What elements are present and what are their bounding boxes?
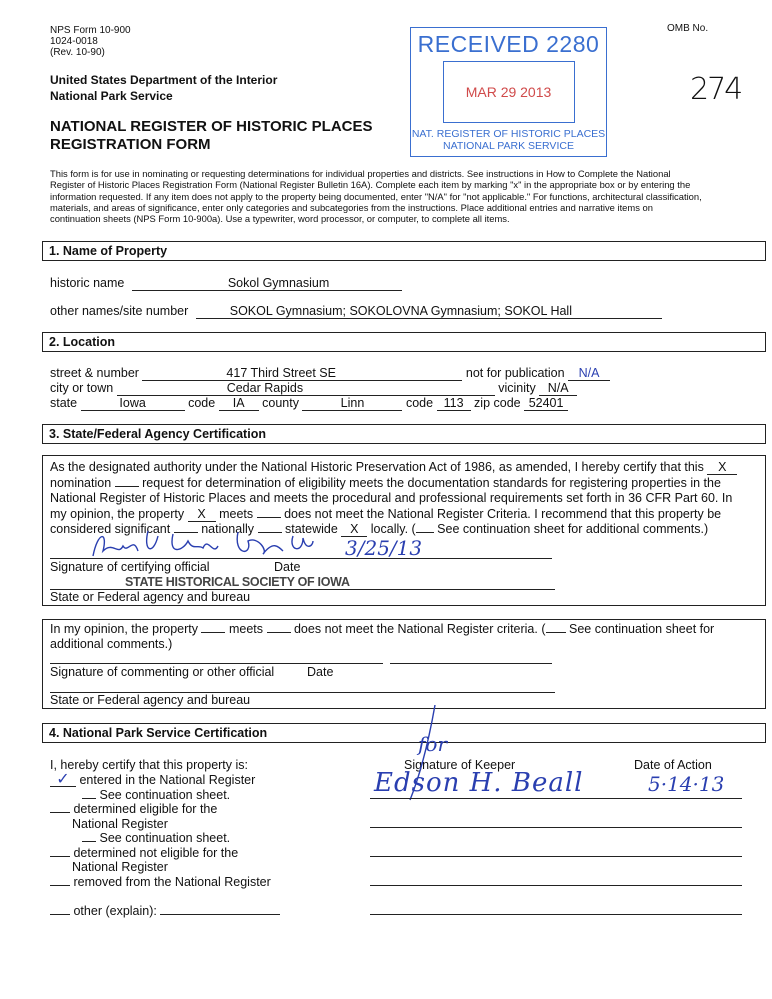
opinion-not-meet-mark[interactable] <box>267 632 291 633</box>
instructions-line: Register of Historic Places Registration Form (National Register Bulletin 16A). Complete each item by marking "x" in the appropriate box or by entering the <box>50 179 691 191</box>
commenting-label: Signature of commenting or other official <box>50 665 275 679</box>
keeper-line <box>370 798 742 799</box>
keeper-signature: Edson H. Beall <box>374 768 584 798</box>
meets-mark[interactable]: X <box>188 508 216 522</box>
keeper-line <box>370 914 742 915</box>
cert-text: nationally <box>201 522 255 537</box>
option-label: entered in the National Register <box>79 773 256 787</box>
other-label: other (explain): <box>73 904 157 918</box>
street-value: 417 Third Street SE <box>226 366 336 380</box>
other-mark[interactable] <box>50 914 70 915</box>
continuation-mark[interactable] <box>82 798 96 799</box>
state-code-label: code <box>188 396 216 410</box>
cert-text: considered significant <box>50 522 171 537</box>
instructions-line: This form is for use in nominating or requesting determinations for individual properties and districts. See instructions in How to Complete the National <box>50 168 671 179</box>
handwritten-page-number: 274 <box>690 72 742 107</box>
keeper-line <box>370 885 742 886</box>
agency-label-2: State or Federal agency and bureau <box>50 693 251 707</box>
locally-mark[interactable]: X <box>341 523 367 537</box>
not-eligible-mark[interactable] <box>50 856 70 857</box>
zip-field[interactable]: 52401 <box>524 397 568 411</box>
cert-text: statewide <box>284 522 338 537</box>
cert-text: locally. ( <box>370 522 416 537</box>
department: United States Department of the Interior <box>50 73 278 87</box>
historic-name-label: historic name <box>50 276 125 290</box>
form-number: NPS Form 10-900 <box>50 25 131 36</box>
cert-text: does not meet the National Register Criteria. I recommend that this property be <box>284 506 722 521</box>
historic-name-field[interactable] <box>132 277 402 291</box>
agency-label: State or Federal agency and bureau <box>50 590 251 604</box>
nps-options <box>50 773 271 889</box>
opinion-line <box>50 622 714 636</box>
opinion-text: See continuation sheet for <box>568 622 715 636</box>
keeper-label: Signature of Keeper <box>404 758 516 772</box>
state-code-field[interactable]: IA <box>219 397 259 411</box>
other-names-row <box>50 304 662 319</box>
eligible-mark[interactable] <box>50 812 70 813</box>
not-for-publication-label: not for publication <box>465 366 565 380</box>
cert-text: request for determination of eligibility meets the documentation standards for registering properties in the <box>142 475 721 490</box>
agency: National Park Service <box>50 89 173 103</box>
stamp-date: MAR 29 2013 <box>443 61 575 123</box>
instructions-line: continuation sheets (NPS Form 10-900a). Use a typewriter, word processor, or computer, to complete all items. <box>50 213 510 225</box>
other-field[interactable] <box>160 914 280 915</box>
form-title: NATIONAL REGISTER OF HISTORIC PLACES <box>50 118 373 135</box>
omb-code: 1024-0018 <box>50 36 98 47</box>
does-not-meet-mark[interactable] <box>257 517 281 518</box>
state-label: state <box>50 396 78 410</box>
signature-line <box>50 558 552 559</box>
state-row <box>50 396 568 411</box>
cert-text: As the designated authority under the National Historic Preservation Act of 1986, as amended, I hereby certify that this <box>50 460 704 474</box>
county-label: county <box>262 396 299 410</box>
option-sub-label: National Register <box>72 816 168 831</box>
agency-stamp: STATE HISTORICAL SOCIETY OF IOWA <box>125 575 350 589</box>
option-label: removed from the National Register <box>73 874 271 889</box>
certification-box <box>42 455 766 606</box>
zip-label: zip code <box>474 396 521 410</box>
removed-mark[interactable] <box>50 885 70 886</box>
instructions <box>50 168 702 224</box>
opinion-text: meets <box>228 622 264 636</box>
other-names-value: SOKOL Gymnasium; SOKOLOVNA Gymnasium; SOKOL Hall <box>229 304 572 318</box>
street-field[interactable] <box>142 367 462 381</box>
keeper-line <box>370 827 742 828</box>
stamp-line1: NAT. REGISTER OF HISTORIC PLACES <box>411 128 606 140</box>
section-3-heading: 3. State/Federal Agency Certification <box>42 424 766 444</box>
cert-text: my opinion, the property <box>50 506 185 521</box>
city-row <box>50 381 577 396</box>
form-subtitle: REGISTRATION FORM <box>50 136 211 153</box>
action-date-label: Date of Action <box>634 758 712 772</box>
state-field[interactable]: Iowa <box>81 397 185 411</box>
option-sub: See continuation sheet. <box>99 787 231 802</box>
county-code-label: code <box>405 396 434 410</box>
opinion-text: In my opinion, the property <box>50 622 198 636</box>
instructions-line: materials, and areas of significance, enter only categories and subcategories from the instructions. Place additional entries and narrative items on <box>50 201 653 213</box>
commenting-signature-line <box>50 663 383 664</box>
cert-text: nomination <box>50 475 112 490</box>
nomination-mark[interactable]: X <box>707 461 737 475</box>
option-label: determined not eligible for the <box>73 845 239 860</box>
opinion-text: does not meet the National Register criteria. ( <box>293 622 546 636</box>
section-2-heading: 2. Location <box>42 332 766 352</box>
continuation-mark[interactable] <box>416 532 434 533</box>
received-stamp <box>410 27 607 157</box>
option-sub: See continuation sheet. <box>99 831 231 845</box>
cert-text: meets <box>219 506 254 521</box>
comment-box <box>42 619 766 709</box>
omb-label: OMB No. <box>667 23 709 34</box>
entered-mark[interactable]: ✓ <box>50 773 76 787</box>
city-label: city or town <box>50 381 114 395</box>
action-date: 5·14·13 <box>648 772 725 796</box>
commenting-date-line <box>390 663 552 664</box>
stamp-line2: NATIONAL PARK SERVICE <box>443 140 574 152</box>
historic-name-value: Sokol Gymnasium <box>227 276 330 290</box>
continuation-mark[interactable] <box>82 841 96 842</box>
option-label: determined eligible for the <box>73 802 218 816</box>
nps-intro: I, hereby certify that this property is: <box>50 758 248 772</box>
signature-label: Signature of certifying official <box>50 560 210 574</box>
historic-name-row <box>50 276 402 291</box>
section-4-heading: 4. National Park Service Certification <box>42 723 766 743</box>
request-mark[interactable] <box>115 486 139 487</box>
other-row <box>50 904 280 918</box>
opinion-line2: additional comments.) <box>50 637 173 651</box>
cert-text: See continuation sheet for additional comments.) <box>437 522 709 537</box>
option-sub-label: National Register <box>72 860 168 874</box>
revision: (Rev. 10-90) <box>50 47 105 58</box>
commenting-date-label: Date <box>307 665 334 679</box>
county-field[interactable]: Linn <box>302 397 402 411</box>
section-1-heading: 1. Name of Property <box>42 241 766 261</box>
vicinity-label: vicinity <box>498 381 536 395</box>
city-value: Cedar Rapids <box>226 381 304 395</box>
opinion-meets-mark[interactable] <box>201 632 225 633</box>
keeper-for: for <box>418 732 448 756</box>
vicinity-field[interactable]: N/A <box>539 382 577 396</box>
instructions-line: information requested. If any item does not apply to the property being documented, enter "N/A" for "not applicable." For functions, architectural classification, <box>50 190 702 202</box>
county-code-field[interactable]: 113 <box>437 397 471 411</box>
cert-text: National Register of Historic Places and meets the procedural and professional requirements set forth in 36 CFR Part 60. In <box>50 491 733 506</box>
other-names-field[interactable] <box>196 305 662 319</box>
city-field[interactable] <box>117 382 495 396</box>
not-for-publication-field[interactable]: N/A <box>568 367 610 381</box>
keeper-line <box>370 856 742 857</box>
stamp-received: RECEIVED 2280 <box>417 31 600 57</box>
other-names-label: other names/site number <box>50 304 189 318</box>
date-label: Date <box>274 560 301 574</box>
certifying-date: 3/25/13 <box>345 536 423 560</box>
opinion-continuation-mark[interactable] <box>546 632 566 633</box>
street-label: street & number <box>50 366 139 380</box>
street-row <box>50 366 610 381</box>
